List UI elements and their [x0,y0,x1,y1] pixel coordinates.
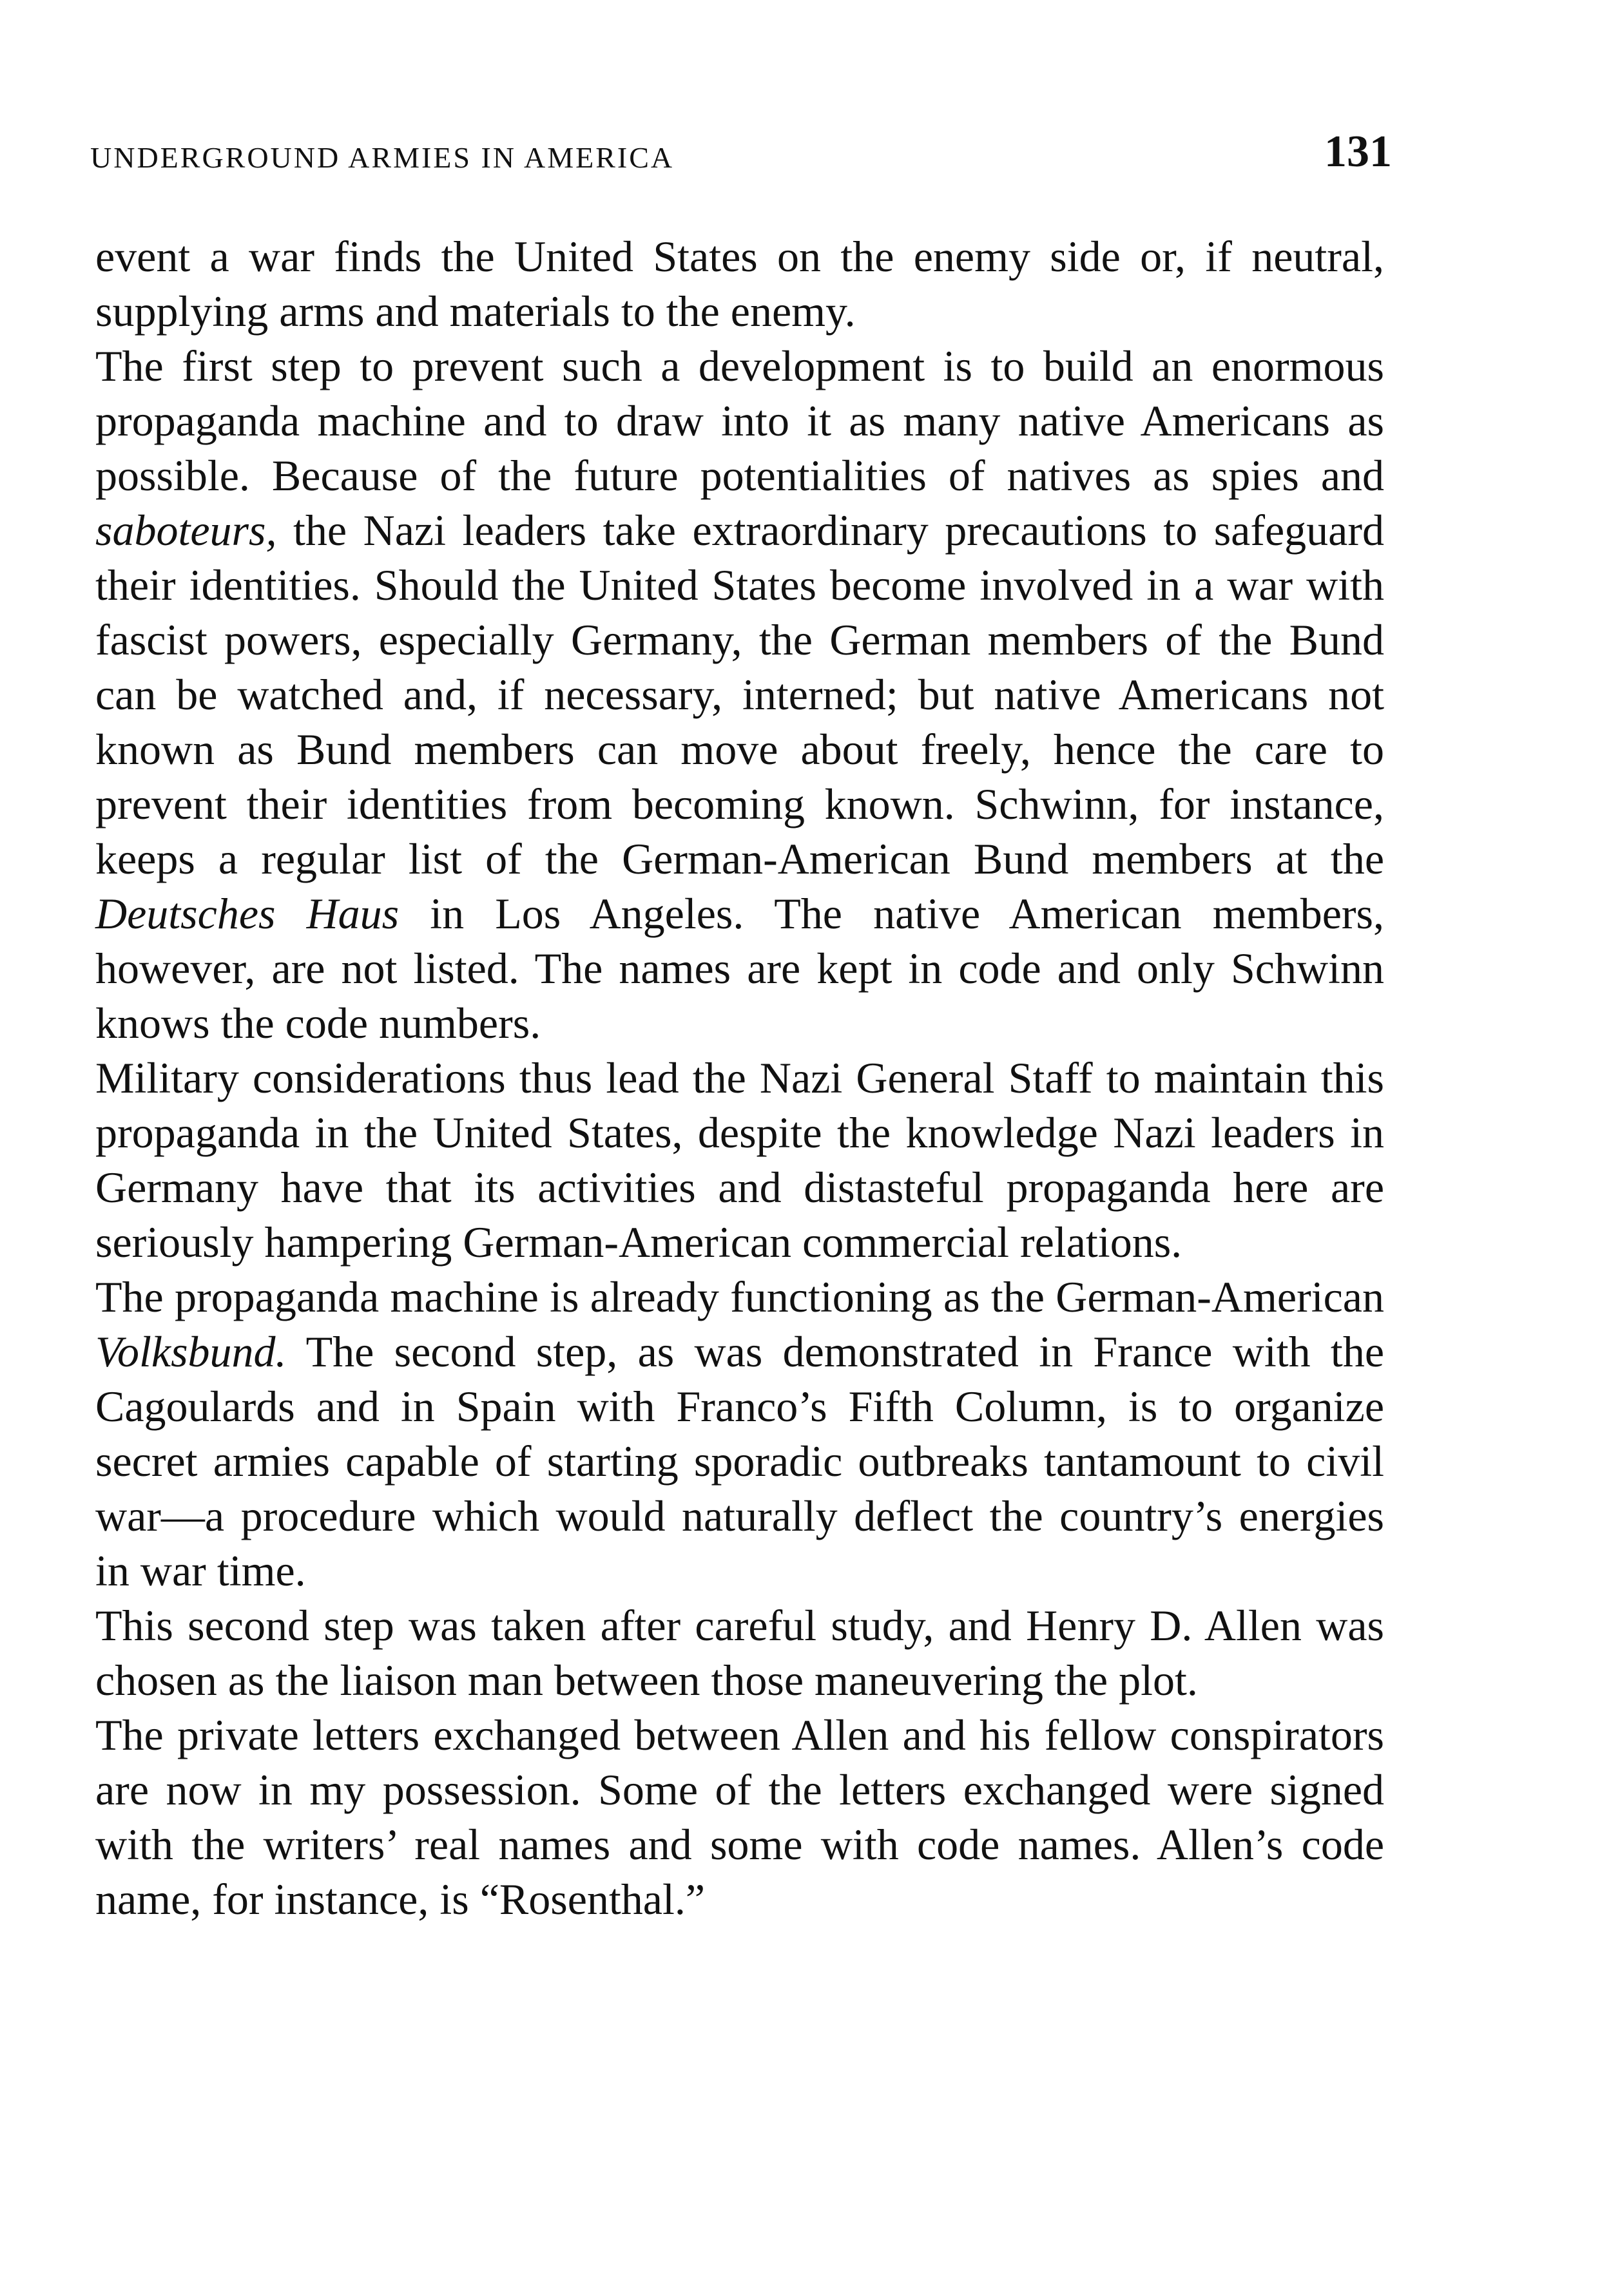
paragraph [95,1598,1384,1708]
text-run: event a war finds the United States on the enemy side or, if neutral, supplying arms and materials to the enemy. [95,232,1384,336]
text-run: The propaganda machine is already functioning as the German-American [95,1272,1384,1321]
text-run: This second step was taken after careful study, and Henry D. Allen was chosen as the liaison man between those maneuvering the plot. [95,1601,1384,1705]
italic-phrase: Volksbund. [95,1327,287,1376]
italic-phrase: Deutsches Haus [95,889,400,938]
running-head: UNDERGROUND ARMIES IN AMERICA [90,141,675,174]
text-run: The private letters exchanged between Allen and his fellow conspirators are now in my possession. Some of the letters exchanged were signed with the writers’ real names and some with code names. Allen’s code name, for instance, is “Rosenthal.” [95,1710,1384,1924]
text-run: in Los Angeles. The native American members, however, are not listed. The names are kept in code and only Schwinn knows the code numbers. [95,889,1384,1048]
paragraph [95,1708,1384,1927]
text-run: Military considerations thus lead the Nazi General Staff to maintain this propaganda in the United States, despite the knowledge Nazi leaders in Germany have that its activities and distasteful propaganda here are seriously hampering German-American commercial relations. [95,1053,1384,1267]
paragraph [95,1051,1384,1270]
italic-phrase: saboteurs, [95,506,277,555]
text-run: The second step, as was demonstrated in France with the Cagoulards and in Spain with Franco’s Fifth Column, is to organize secret armies capable of starting sporadic outbreaks tantamount to civil war—a procedure which would naturally deflect the country’s energies in war time. [95,1327,1384,1595]
page-header [90,126,1392,197]
text-run: the Nazi leaders take extraordinary precautions to safeguard their identities. Should the United States become involved in a war with fascist powers, especially Germany, the German members of the Bund can be watched and, if necessary, interned; but native Americans not known as Bund members can move about freely, hence the care to prevent their identities from becoming known. Schwinn, for instance, keeps a regular list of the German-American Bund members at the [95,506,1384,883]
paragraph [95,229,1384,339]
page-number: 131 [1324,127,1392,177]
text-run: The first step to prevent such a development is to build an enormous propaganda machine and to draw into it as many native Americans as possible. Because of the future potentialities of natives as spies and [95,341,1384,500]
paragraph [95,339,1384,1051]
body-text [95,229,1384,1927]
paragraph [95,1270,1384,1598]
